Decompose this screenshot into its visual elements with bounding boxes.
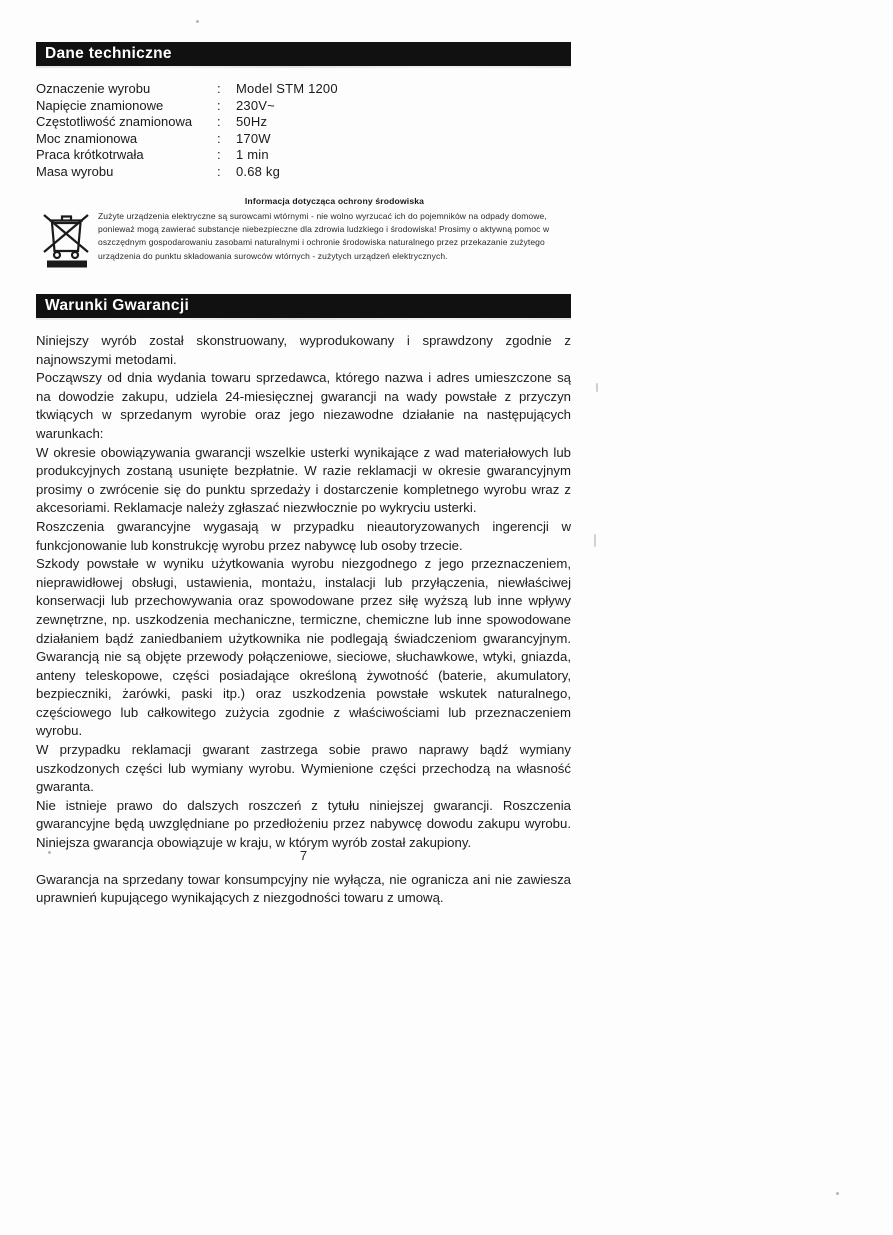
table-row (36, 81, 338, 98)
spec-label: Oznaczenie wyrobu (36, 81, 151, 96)
spec-value: 1 min (236, 147, 269, 162)
spec-separator: : (217, 163, 221, 179)
table-row (36, 98, 338, 115)
spec-label: Częstotliwość znamionowa (36, 114, 193, 129)
spec-value: Model STM 1200 (236, 81, 338, 96)
spec-label: Napięcie znamionowe (36, 97, 164, 113)
environmental-information-block (36, 196, 571, 276)
spec-separator: : (217, 147, 221, 162)
warranty-paragraph: Nie istnieje prawo do dalszych roszczeń z tytułu niniejszej gwarancji. Roszczenia gwarancyjne będą uwzględniane po przedłożeniu przez nabywcę dowodu zakupu wyrobu. Niniejsza gwarancja obowiązuje w kraju, w którym wyrób został zakupiony. (36, 797, 571, 851)
scan-artifact (596, 383, 598, 392)
scan-artifact (594, 534, 596, 547)
warranty-section (36, 294, 571, 908)
spec-value: 50Hz (236, 114, 268, 129)
spec-value: 0.68 kg (236, 163, 281, 179)
spec-separator: : (217, 81, 221, 96)
environmental-info-text: Zużyte urządzenia elektryczne są surowcami wtórnymi - nie wolno wyrzucać ich do pojemników na odpady domowe, ponieważ mogą zawierać substancje niebezpieczne dla zdrowia ludzkiego i środowiska! Prosimy o aktywną pomoc w oszczędnym gospodarowaniu zasobami naturalnymi i ochronie środowiska naturalnego przez przekazanie zużytego urządzenia do punktu składowania surowców wtórnych - zużytych urządzeń elektrycznych. (98, 211, 550, 261)
spec-label: Praca krótkotrwała (36, 147, 144, 162)
crossed-out-wheeled-bin-icon (38, 207, 98, 269)
table-row (36, 114, 338, 131)
warranty-paragraph: W przypadku reklamacji gwarant zastrzega sobie prawo naprawy bądź wymiany uszkodzonych części lub wymiany wyrobu. Wymienione części przechodzą na własność gwaranta. (36, 742, 571, 795)
warranty-paragraph: W okresie obowiązywania gwarancji wszelkie usterki wynikające z wad materiałowych lub produkcyjnych zostaną usunięte bezpłatnie. W razie reklamacji w okresie gwarancyjnym prosimy o zwrócenie się do punktu sprzedaży i dostarczenie kompletnego wyrobu wraz z akcesoriami. Reklamacje należy zgłaszać niezwłocznie po wykryciu usterki. (36, 444, 571, 516)
warranty-paragraph: Począwszy od dnia wydania towaru sprzedawca, którego nazwa i adres umieszczone są na dowodzie zakupu, udziela 24-miesięcznej gwarancji na wady powstałe z przyczyn tkwiących w sprzedanym wyrobie oraz jego niezawodne działanie na następujących warunkach: (36, 370, 571, 441)
spec-separator: : (217, 114, 221, 129)
warranty-consumer-rights-note: Gwarancja na sprzedany towar konsumpcyjny nie wyłącza, nie ogranicza ani nie zawiesza uprawnień kupującego wynikających z niezgodności towaru z umową. (36, 871, 571, 906)
table-row (36, 147, 338, 164)
section-header-warranty-conditions: Warunki Gwarancji (36, 294, 571, 318)
spec-value: 170W (236, 130, 271, 146)
table-row (36, 164, 338, 181)
spec-label: Masa wyrobu (36, 163, 114, 179)
page-content (36, 42, 571, 908)
technical-specifications-table (36, 81, 338, 180)
spec-value: 230V~ (236, 97, 275, 113)
warranty-paragraph: Niniejszy wyrób został skonstruowany, wyprodukowany i sprawdzony zgodnie z najnowszymi metodami. (36, 333, 571, 367)
scan-artifact (836, 1192, 839, 1195)
page-number: 7 (299, 848, 308, 863)
scan-artifact (196, 20, 199, 23)
environmental-info-title: Informacja dotycząca ochrony środowiska (244, 196, 425, 206)
spec-table-body (36, 81, 338, 180)
spec-separator: : (217, 97, 221, 113)
warranty-paragraph: Roszczenia gwarancyjne wygasają w przypadku nieautoryzowanych ingerencji w funkcjonowanie lub konstrukcję wyrobu przez nabywcę lub osoby trzecie. (36, 518, 571, 553)
table-row (36, 131, 338, 148)
warranty-paragraph: Szkody powstałe w wyniku użytkowania wyrobu niezgodnego z jego przeznaczeniem, nieprawidłowej obsługi, ustawienia, montażu, instalacji lub przyłączenia, niewłaściwej konserwacji lub przechowywania oraz spowodowane przez siłę wyższą lub inne wpływy zewnętrzne, np. uszkodzenia mechaniczne, termiczne, chemiczne lub inne spowodowane działaniem bądź zaniedbaniem użytkownika nie podlegają świadczeniom gwarancyjnym. Gwarancją nie są objęte przewody połączeniowe, sieciowe, słuchawkowe, wtyki, gniazda, anteny teleskopowe, części posiadające określoną żywotność (baterie, akumulatory, bezpieczniki, żarówki, paski itp.) oraz uszkodzenia powstałe wskutek naturalnego, częściowego lub całkowitego zużycia zgodnie z właściwościami lub przeznaczeniem wyrobu. (36, 556, 571, 739)
warranty-paragraphs (36, 332, 571, 853)
section-header-technical-data: Dane techniczne (36, 42, 571, 66)
spec-separator: : (217, 130, 221, 146)
spec-label: Moc znamionowa (36, 130, 138, 146)
